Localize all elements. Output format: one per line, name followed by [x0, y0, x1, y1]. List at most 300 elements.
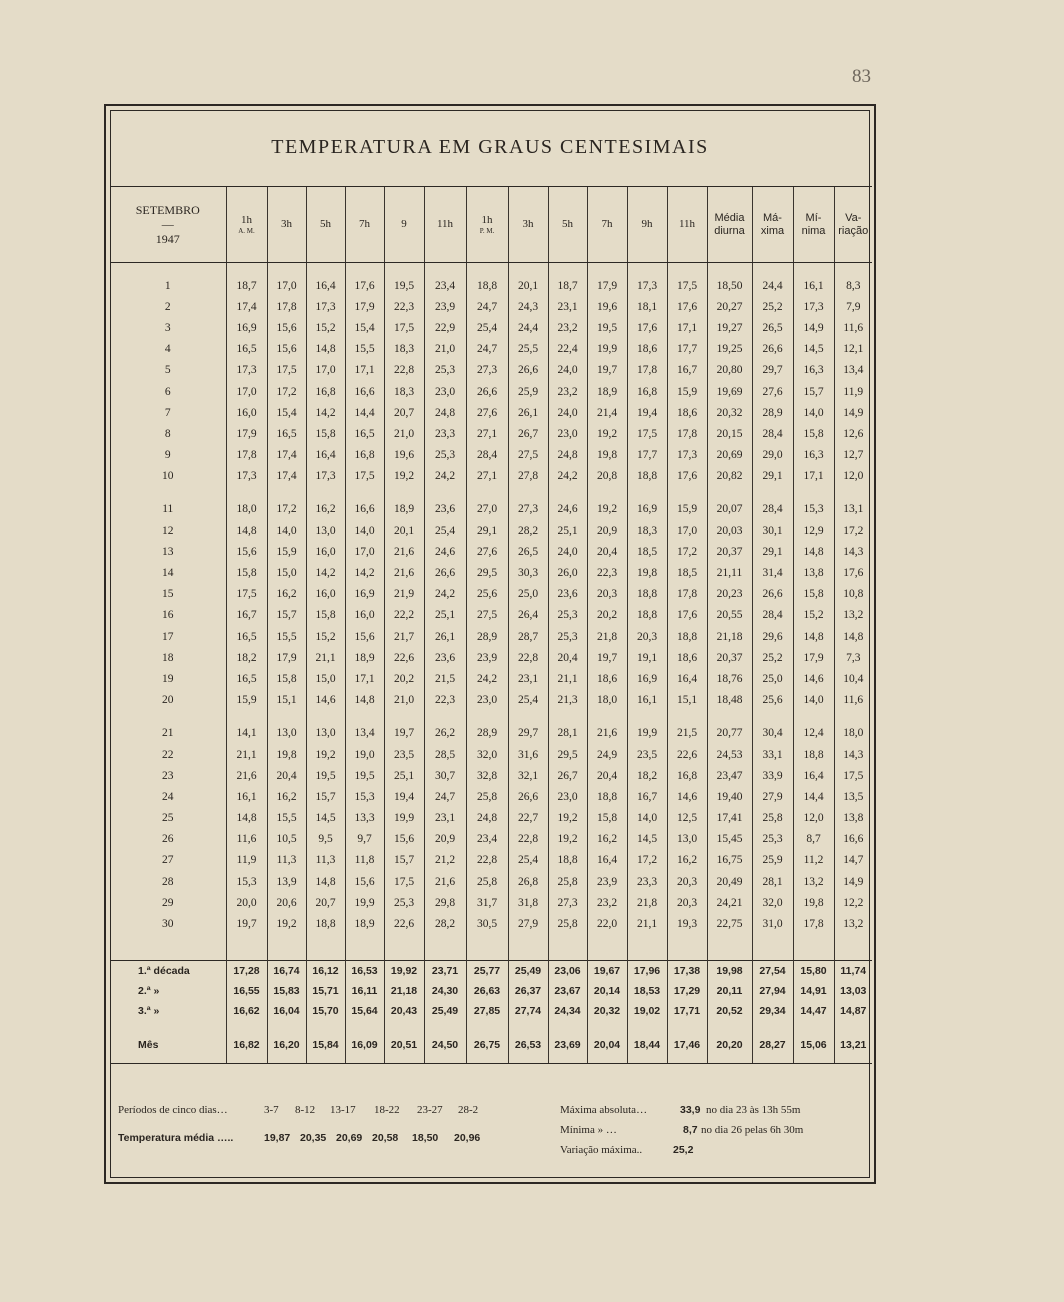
- table-row: [110, 339, 872, 360]
- value-cell: 19,8: [793, 892, 834, 913]
- value-cell: 26,5: [508, 541, 548, 562]
- value-cell: 31,0: [752, 913, 793, 934]
- value-cell: 32,0: [466, 744, 508, 765]
- value-cell: 17,8: [267, 296, 306, 317]
- value-cell: 21,6: [226, 765, 267, 786]
- value-cell: 14,9: [834, 871, 872, 892]
- value-cell: 20,23: [707, 584, 752, 605]
- spacer-cell: [466, 711, 508, 723]
- value-cell: 11,3: [267, 850, 306, 871]
- value-cell: 27,9: [508, 913, 548, 934]
- value-cell: 27,8: [508, 466, 548, 487]
- value-cell: 19,7: [384, 723, 424, 744]
- value-cell: 19,2: [548, 829, 587, 850]
- value-cell: 14,8: [793, 541, 834, 562]
- value-cell: 18,6: [587, 668, 627, 689]
- month-value: 20,51: [384, 1027, 424, 1064]
- value-cell: 20,4: [267, 765, 306, 786]
- value-cell: 20,7: [384, 402, 424, 423]
- day-cell: 5: [164, 364, 171, 377]
- value-cell: 23,1: [548, 296, 587, 317]
- value-cell: 14,6: [306, 690, 345, 711]
- hour-label: 11h: [678, 218, 696, 231]
- value-cell: 25,4: [508, 690, 548, 711]
- spacer-cell: [834, 711, 872, 723]
- spacer-cell: [110, 487, 226, 499]
- period-item: 8-12: [295, 1104, 316, 1116]
- value-cell: 24,7: [466, 339, 508, 360]
- table-row: [110, 892, 872, 913]
- decade-row: [110, 981, 872, 1001]
- value-cell: 14,8: [226, 520, 267, 541]
- value-cell: 15,0: [306, 668, 345, 689]
- hour-label: 1h: [241, 214, 252, 227]
- value-cell: 15,9: [226, 690, 267, 711]
- table-row: [110, 584, 872, 605]
- value-cell: 21,1: [548, 668, 587, 689]
- spacer-cell: [306, 263, 345, 276]
- value-cell: 17,9: [793, 647, 834, 668]
- min-absolute-value: 8,7: [683, 1124, 698, 1136]
- value-cell: 8,7: [793, 829, 834, 850]
- value-cell: 8,3: [834, 275, 872, 296]
- decade-value: 16,04: [267, 1001, 306, 1021]
- spacer-cell: [793, 935, 834, 961]
- value-cell: 14,7: [834, 850, 872, 871]
- value-cell: 17,1: [345, 668, 384, 689]
- value-cell: 18,2: [226, 647, 267, 668]
- value-cell: 18,76: [707, 668, 752, 689]
- spacer-cell: [752, 711, 793, 723]
- decade-value: 14,91: [793, 981, 834, 1001]
- value-cell: 14,4: [345, 402, 384, 423]
- spacer-cell: [384, 487, 424, 499]
- value-cell: 17,3: [226, 466, 267, 487]
- spacer-cell: [587, 711, 627, 723]
- value-cell: 17,9: [226, 423, 267, 444]
- value-cell: 15,9: [267, 541, 306, 562]
- value-cell: 13,5: [834, 786, 872, 807]
- spacer-cell: [707, 487, 752, 499]
- value-cell: 26,6: [508, 360, 548, 381]
- value-cell: 21,6: [424, 871, 466, 892]
- month-value: 18,44: [627, 1027, 667, 1064]
- decade-value: 25,77: [466, 960, 508, 981]
- value-cell: 25,8: [752, 808, 793, 829]
- summary-rows: [110, 960, 872, 1063]
- month-value: 20,20: [707, 1027, 752, 1064]
- value-cell: 20,37: [707, 647, 752, 668]
- month-value: 17,46: [667, 1027, 707, 1064]
- hour-label: 7h: [359, 218, 370, 231]
- day-cell: 19: [162, 672, 174, 685]
- value-cell: 16,8: [345, 445, 384, 466]
- value-cell: 23,6: [424, 499, 466, 520]
- value-cell: 24,9: [587, 744, 627, 765]
- spacer-cell: [548, 935, 587, 961]
- value-cell: 14,0: [793, 402, 834, 423]
- value-cell: 19,2: [548, 808, 587, 829]
- decade-value: 23,06: [548, 960, 587, 981]
- decade-value: 25,49: [508, 960, 548, 981]
- value-cell: 16,8: [306, 381, 345, 402]
- value-cell: 20,2: [587, 605, 627, 626]
- value-cell: 19,9: [384, 808, 424, 829]
- value-cell: 15,7: [306, 786, 345, 807]
- value-cell: 18,5: [627, 541, 667, 562]
- value-cell: 21,5: [667, 723, 707, 744]
- value-cell: 22,9: [424, 317, 466, 338]
- decade-value: 16,55: [226, 981, 267, 1001]
- value-cell: 24,8: [466, 808, 508, 829]
- table-row: [110, 913, 872, 934]
- value-cell: 25,6: [752, 690, 793, 711]
- value-cell: 15,0: [267, 562, 306, 583]
- day-cell: 28: [162, 875, 174, 888]
- decade-value: 20,32: [587, 1001, 627, 1021]
- footer: [118, 1098, 858, 1168]
- decade-value: 17,96: [627, 960, 667, 981]
- stat-label-line1: Va-: [845, 211, 862, 224]
- value-cell: 16,6: [345, 499, 384, 520]
- value-cell: 26,7: [548, 765, 587, 786]
- stat-label-line2: xima: [760, 224, 785, 237]
- value-cell: 18,0: [834, 723, 872, 744]
- table-row: [110, 605, 872, 626]
- value-cell: 27,5: [508, 445, 548, 466]
- value-cell: 18,7: [226, 275, 267, 296]
- hour-header: [345, 187, 384, 263]
- table-row: [110, 808, 872, 829]
- value-cell: 15,4: [267, 402, 306, 423]
- value-cell: 14,0: [267, 520, 306, 541]
- decade-value: 14,47: [793, 1001, 834, 1021]
- value-cell: 26,6: [466, 381, 508, 402]
- value-cell: 20,9: [424, 829, 466, 850]
- value-cell: 16,2: [667, 850, 707, 871]
- table-row: [110, 626, 872, 647]
- decade-value: 24,34: [548, 1001, 587, 1021]
- table-row: [110, 723, 872, 744]
- value-cell: 18,8: [548, 850, 587, 871]
- value-cell: 20,55: [707, 605, 752, 626]
- hour-header: [587, 187, 627, 263]
- spacer-cell: [110, 711, 226, 723]
- table-row: [110, 402, 872, 423]
- decade-value: 19,02: [627, 1001, 667, 1021]
- value-cell: 16,0: [345, 605, 384, 626]
- value-cell: 11,8: [345, 850, 384, 871]
- value-cell: 19,7: [226, 913, 267, 934]
- month-value: 16,09: [345, 1027, 384, 1064]
- value-cell: 19,9: [627, 723, 667, 744]
- value-cell: 27,1: [466, 423, 508, 444]
- value-cell: 13,4: [345, 723, 384, 744]
- day-cell: 6: [164, 385, 171, 398]
- value-cell: 16,4: [306, 275, 345, 296]
- hour-period: P. M.: [479, 226, 495, 235]
- table-row: [110, 381, 872, 402]
- value-cell: 17,4: [267, 466, 306, 487]
- value-cell: 20,2: [384, 668, 424, 689]
- value-cell: 21,1: [226, 744, 267, 765]
- day-cell: 22: [162, 748, 174, 761]
- value-cell: 15,2: [306, 317, 345, 338]
- table-row: [110, 445, 872, 466]
- spacer-cell: [627, 487, 667, 499]
- value-cell: 33,9: [752, 765, 793, 786]
- value-cell: 28,1: [548, 723, 587, 744]
- value-cell: 7,9: [834, 296, 872, 317]
- decade-value: 16,12: [306, 960, 345, 981]
- value-cell: 26,8: [508, 871, 548, 892]
- month-value: 13,21: [834, 1027, 872, 1064]
- value-cell: 17,9: [345, 296, 384, 317]
- value-cell: 25,8: [466, 786, 508, 807]
- spacer-cell: [508, 711, 548, 723]
- value-cell: 28,7: [508, 626, 548, 647]
- value-cell: 15,6: [345, 626, 384, 647]
- day-cell: 15: [162, 588, 174, 601]
- decade-value: 17,28: [226, 960, 267, 981]
- value-cell: 28,4: [752, 423, 793, 444]
- value-cell: 30,4: [752, 723, 793, 744]
- spacer-cell: [752, 487, 793, 499]
- value-cell: 18,50: [707, 275, 752, 296]
- spacer-cell: [667, 263, 707, 276]
- spacer-cell: [466, 263, 508, 276]
- value-cell: 19,5: [587, 317, 627, 338]
- table-row: [110, 541, 872, 562]
- value-cell: 28,4: [752, 499, 793, 520]
- day-cell: 14: [162, 567, 174, 580]
- day-cell: 3: [164, 321, 171, 334]
- value-cell: 17,6: [667, 296, 707, 317]
- value-cell: 31,6: [508, 744, 548, 765]
- spacer-row: [110, 487, 872, 499]
- value-cell: 15,45: [707, 829, 752, 850]
- value-cell: 22,8: [384, 360, 424, 381]
- value-cell: 19,6: [587, 296, 627, 317]
- value-cell: 18,2: [627, 765, 667, 786]
- value-cell: 17,0: [226, 381, 267, 402]
- value-cell: 24,53: [707, 744, 752, 765]
- value-cell: 27,5: [466, 605, 508, 626]
- value-cell: 22,3: [384, 296, 424, 317]
- value-cell: 17,4: [267, 445, 306, 466]
- value-cell: 7,3: [834, 647, 872, 668]
- value-cell: 15,8: [306, 605, 345, 626]
- value-cell: 25,8: [466, 871, 508, 892]
- value-cell: 16,0: [306, 541, 345, 562]
- spacer-cell: [110, 263, 226, 276]
- value-cell: 11,3: [306, 850, 345, 871]
- value-cell: 16,9: [226, 317, 267, 338]
- value-cell: 27,0: [466, 499, 508, 520]
- decade-value: 21,18: [384, 981, 424, 1001]
- decade-value: 13,03: [834, 981, 872, 1001]
- hour-label: 9h: [641, 218, 653, 231]
- value-cell: 21,8: [587, 626, 627, 647]
- value-cell: 28,4: [752, 605, 793, 626]
- hour-label: 3h: [522, 218, 534, 231]
- value-cell: 19,9: [345, 892, 384, 913]
- max-variation-label: Variação máxima..: [560, 1144, 643, 1156]
- day-cell: 4: [164, 343, 171, 356]
- hour-label: 5h: [562, 218, 573, 231]
- decade-value: 16,11: [345, 981, 384, 1001]
- value-cell: 17,6: [627, 317, 667, 338]
- month-value: 16,20: [267, 1027, 306, 1064]
- value-cell: 20,32: [707, 402, 752, 423]
- value-cell: 15,8: [793, 584, 834, 605]
- value-cell: 17,0: [306, 360, 345, 381]
- value-cell: 19,2: [306, 744, 345, 765]
- value-cell: 23,5: [627, 744, 667, 765]
- value-cell: 23,0: [466, 690, 508, 711]
- table-row: [110, 668, 872, 689]
- value-cell: 30,5: [466, 913, 508, 934]
- spacer-cell: [627, 263, 667, 276]
- spacer-cell: [267, 263, 306, 276]
- value-cell: 19,2: [267, 913, 306, 934]
- value-cell: 14,9: [793, 317, 834, 338]
- year-label: 1947: [155, 231, 180, 246]
- value-cell: 16,3: [793, 360, 834, 381]
- value-cell: 18,6: [667, 402, 707, 423]
- value-cell: 17,5: [627, 423, 667, 444]
- mean-item: 20,69: [336, 1132, 363, 1144]
- value-cell: 19,8: [587, 445, 627, 466]
- value-cell: 25,3: [424, 360, 466, 381]
- value-cell: 10,8: [834, 584, 872, 605]
- day-cell: 25: [162, 812, 174, 825]
- day-cell: 9: [164, 449, 171, 462]
- stat-header: [793, 187, 834, 263]
- spacer-cell: [345, 263, 384, 276]
- value-cell: 23,3: [424, 423, 466, 444]
- value-cell: 25,3: [752, 829, 793, 850]
- value-cell: 18,1: [627, 296, 667, 317]
- value-cell: 26,1: [508, 402, 548, 423]
- value-cell: 20,82: [707, 466, 752, 487]
- value-cell: 17,2: [627, 850, 667, 871]
- decade-value: 24,30: [424, 981, 466, 1001]
- value-cell: 16,1: [226, 786, 267, 807]
- table-row: [110, 765, 872, 786]
- decade-value: 15,71: [306, 981, 345, 1001]
- value-cell: 18,8: [627, 466, 667, 487]
- value-cell: 27,9: [752, 786, 793, 807]
- value-cell: 25,1: [384, 765, 424, 786]
- value-cell: 22,7: [508, 808, 548, 829]
- value-cell: 21,1: [627, 913, 667, 934]
- value-cell: 12,5: [667, 808, 707, 829]
- value-cell: 29,1: [466, 520, 508, 541]
- decade-value: 17,38: [667, 960, 707, 981]
- spacer-cell: [667, 711, 707, 723]
- value-cell: 14,8: [306, 871, 345, 892]
- value-cell: 28,9: [466, 626, 508, 647]
- hour-header: [306, 187, 345, 263]
- decade-label: 1.ª década: [110, 960, 226, 981]
- value-cell: 17,5: [345, 466, 384, 487]
- value-cell: 17,5: [384, 317, 424, 338]
- value-cell: 15,2: [306, 626, 345, 647]
- month-value: 15,06: [793, 1027, 834, 1064]
- value-cell: 21,6: [384, 562, 424, 583]
- value-cell: 23,1: [508, 668, 548, 689]
- value-cell: 17,3: [627, 275, 667, 296]
- value-cell: 16,1: [793, 275, 834, 296]
- value-cell: 24,6: [424, 541, 466, 562]
- value-cell: 20,3: [667, 892, 707, 913]
- value-cell: 19,69: [707, 381, 752, 402]
- value-cell: 18,9: [345, 913, 384, 934]
- value-cell: 24,2: [548, 466, 587, 487]
- value-cell: 32,8: [466, 765, 508, 786]
- value-cell: 16,5: [226, 339, 267, 360]
- stat-label-line1: Média: [714, 211, 745, 224]
- value-cell: 24,6: [548, 499, 587, 520]
- value-cell: 17,1: [345, 360, 384, 381]
- value-cell: 14,4: [793, 786, 834, 807]
- value-cell: 20,7: [306, 892, 345, 913]
- value-cell: 18,8: [587, 786, 627, 807]
- value-cell: 26,2: [424, 723, 466, 744]
- value-cell: 14,8: [834, 626, 872, 647]
- value-cell: 23,2: [548, 381, 587, 402]
- value-cell: 13,0: [306, 723, 345, 744]
- value-cell: 18,48: [707, 690, 752, 711]
- spacer-cell: [466, 487, 508, 499]
- value-cell: 25,5: [508, 339, 548, 360]
- value-cell: 18,3: [384, 339, 424, 360]
- value-cell: 23,0: [548, 423, 587, 444]
- value-cell: 17,6: [667, 466, 707, 487]
- value-cell: 29,7: [508, 723, 548, 744]
- value-cell: 23,3: [627, 871, 667, 892]
- value-cell: 15,2: [793, 605, 834, 626]
- value-cell: 16,8: [667, 765, 707, 786]
- value-cell: 18,3: [384, 381, 424, 402]
- value-cell: 17,0: [345, 541, 384, 562]
- value-cell: 14,3: [834, 541, 872, 562]
- value-cell: 29,1: [752, 466, 793, 487]
- value-cell: 23,4: [466, 829, 508, 850]
- value-cell: 11,9: [834, 381, 872, 402]
- value-cell: 17,9: [267, 647, 306, 668]
- value-cell: 32,0: [752, 892, 793, 913]
- stat-label-line2: riação: [838, 224, 869, 237]
- stat-label-line1: Má-: [763, 211, 782, 224]
- value-cell: 24,8: [548, 445, 587, 466]
- decade-value: 26,63: [466, 981, 508, 1001]
- table-row: [110, 317, 872, 338]
- value-cell: 29,5: [548, 744, 587, 765]
- value-cell: 14,8: [793, 626, 834, 647]
- value-cell: 20,07: [707, 499, 752, 520]
- decade-value: 16,62: [226, 1001, 267, 1021]
- value-cell: 17,6: [834, 562, 872, 583]
- value-cell: 19,5: [384, 275, 424, 296]
- value-cell: 21,0: [384, 423, 424, 444]
- value-cell: 14,8: [306, 339, 345, 360]
- spacer-cell: [834, 487, 872, 499]
- table-row: [110, 690, 872, 711]
- value-cell: 20,4: [587, 765, 627, 786]
- value-cell: 23,4: [424, 275, 466, 296]
